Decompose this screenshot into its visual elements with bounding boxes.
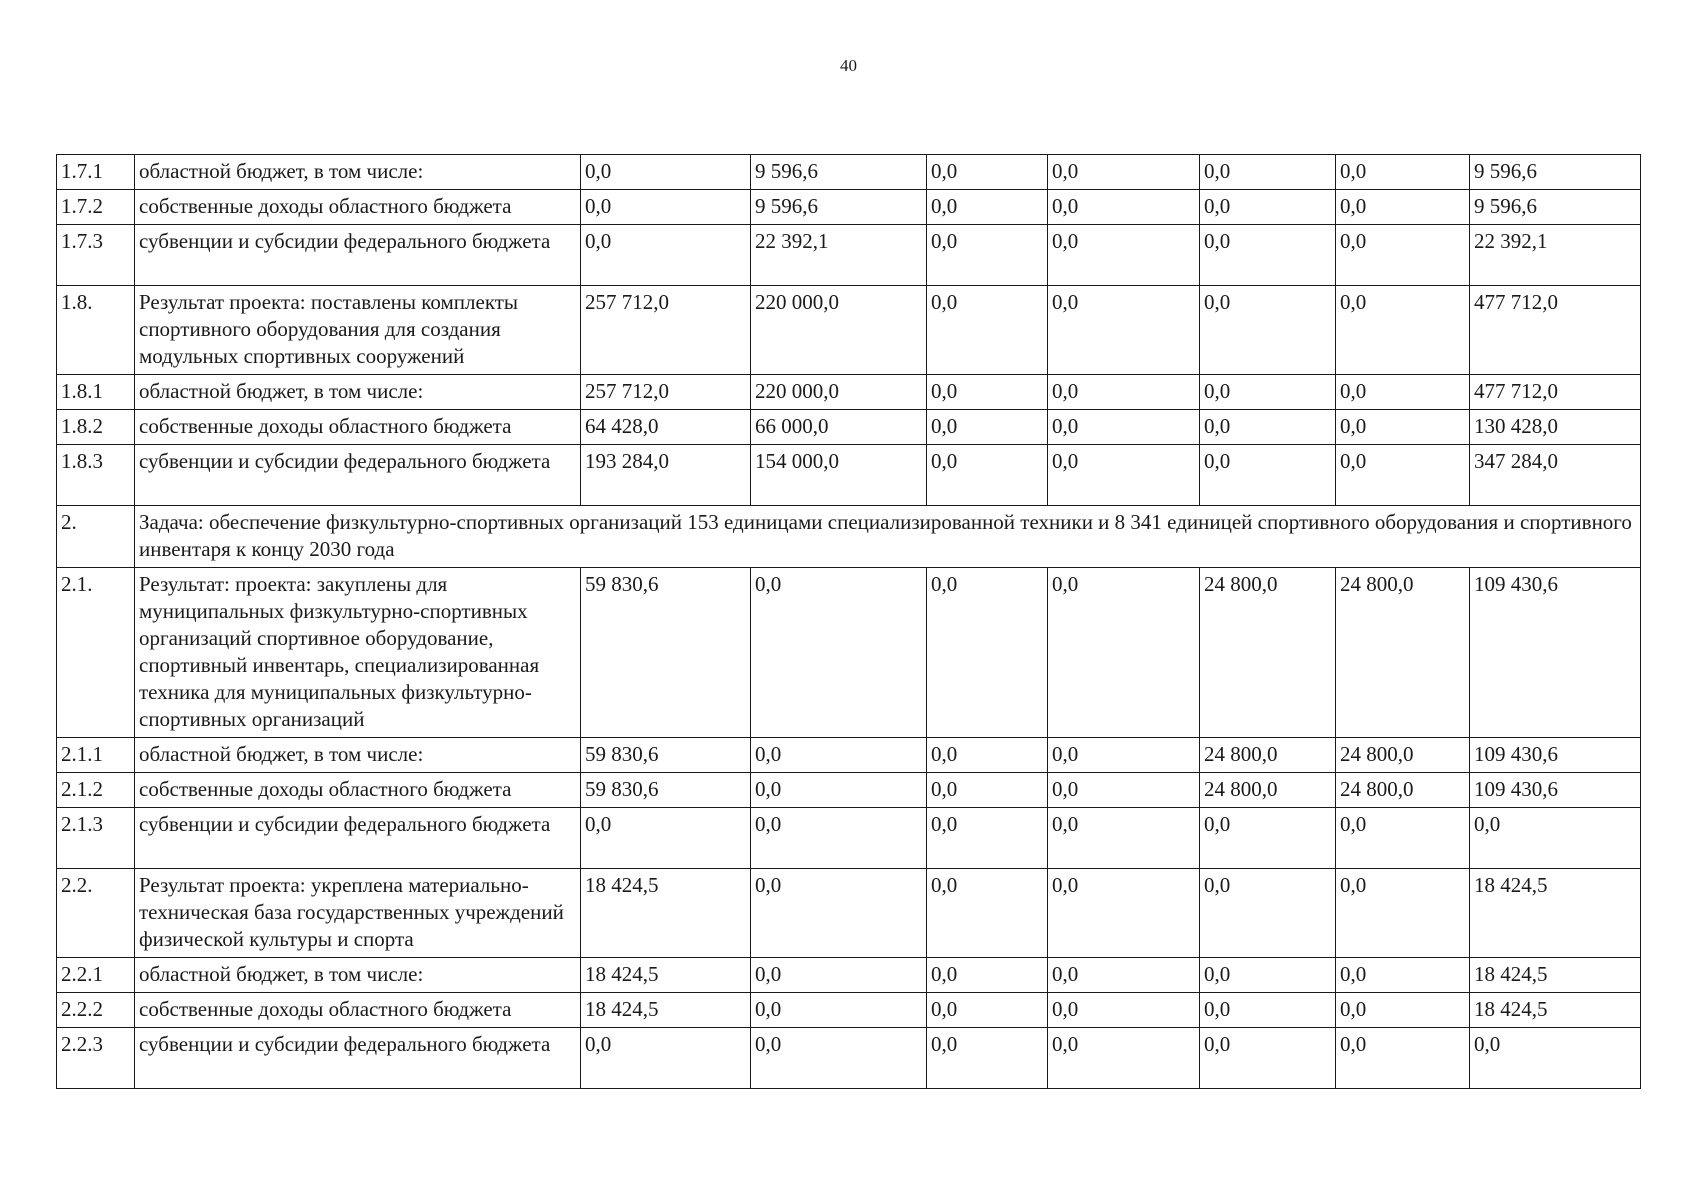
value-cell: 0,0 bbox=[1200, 445, 1336, 506]
table-row bbox=[57, 1028, 1641, 1089]
total-value-cell: 109 430,6 bbox=[1470, 773, 1641, 808]
value-cell: 0,0 bbox=[1336, 410, 1470, 445]
value-cell: 0,0 bbox=[1336, 445, 1470, 506]
row-name-cell: субвенции и субсидии федерального бюджета bbox=[135, 225, 581, 286]
row-name-cell: Результат: проекта: закуплены для муниципальных физкультурно-спортивных организаций спортивное оборудование, спортивный инвентарь, специализированная техника для муниципальных физкультурно-спортивных организаций bbox=[135, 568, 581, 738]
table-row bbox=[57, 410, 1641, 445]
budget-table bbox=[56, 154, 1641, 1089]
value-cell: 0,0 bbox=[1200, 958, 1336, 993]
value-cell: 0,0 bbox=[1048, 225, 1200, 286]
value-cell: 0,0 bbox=[751, 808, 927, 869]
total-value-cell: 130 428,0 bbox=[1470, 410, 1641, 445]
table-row bbox=[57, 190, 1641, 225]
row-code-cell: 2.2. bbox=[57, 869, 135, 958]
total-value-cell: 477 712,0 bbox=[1470, 286, 1641, 375]
value-cell: 0,0 bbox=[927, 568, 1048, 738]
value-cell: 24 800,0 bbox=[1200, 773, 1336, 808]
row-name-cell: субвенции и субсидии федерального бюджета bbox=[135, 808, 581, 869]
value-cell: 22 392,1 bbox=[751, 225, 927, 286]
value-cell: 0,0 bbox=[1336, 958, 1470, 993]
value-cell: 0,0 bbox=[1336, 869, 1470, 958]
value-cell: 154 000,0 bbox=[751, 445, 927, 506]
value-cell: 0,0 bbox=[751, 568, 927, 738]
value-cell: 0,0 bbox=[1336, 1028, 1470, 1089]
value-cell: 64 428,0 bbox=[581, 410, 751, 445]
value-cell: 0,0 bbox=[1200, 410, 1336, 445]
value-cell: 257 712,0 bbox=[581, 286, 751, 375]
value-cell: 0,0 bbox=[751, 773, 927, 808]
row-name-cell: субвенции и субсидии федерального бюджета bbox=[135, 1028, 581, 1089]
value-cell: 0,0 bbox=[1336, 993, 1470, 1028]
value-cell: 0,0 bbox=[927, 1028, 1048, 1089]
value-cell: 0,0 bbox=[581, 190, 751, 225]
value-cell: 0,0 bbox=[1200, 993, 1336, 1028]
value-cell: 0,0 bbox=[1048, 568, 1200, 738]
value-cell: 24 800,0 bbox=[1336, 568, 1470, 738]
value-cell: 0,0 bbox=[751, 958, 927, 993]
value-cell: 0,0 bbox=[581, 1028, 751, 1089]
value-cell: 24 800,0 bbox=[1200, 738, 1336, 773]
row-code-cell: 1.7.3 bbox=[57, 225, 135, 286]
value-cell: 0,0 bbox=[751, 1028, 927, 1089]
value-cell: 0,0 bbox=[1336, 808, 1470, 869]
row-code-cell: 2.1. bbox=[57, 568, 135, 738]
row-name-cell: собственные доходы областного бюджета bbox=[135, 190, 581, 225]
table-row bbox=[57, 869, 1641, 958]
value-cell: 0,0 bbox=[581, 225, 751, 286]
value-cell: 0,0 bbox=[1048, 738, 1200, 773]
total-value-cell: 0,0 bbox=[1470, 1028, 1641, 1089]
value-cell: 0,0 bbox=[1048, 1028, 1200, 1089]
table-row bbox=[57, 568, 1641, 738]
total-value-cell: 22 392,1 bbox=[1470, 225, 1641, 286]
value-cell: 0,0 bbox=[1336, 286, 1470, 375]
value-cell: 0,0 bbox=[927, 286, 1048, 375]
value-cell: 59 830,6 bbox=[581, 738, 751, 773]
value-cell: 0,0 bbox=[1048, 155, 1200, 190]
row-name-cell: Результат проекта: поставлены комплекты спортивного оборудования для создания модульных спортивных сооружений bbox=[135, 286, 581, 375]
row-name-cell: Результат проекта: укреплена материально-техническая база государственных учреждений физической культуры и спорта bbox=[135, 869, 581, 958]
value-cell: 0,0 bbox=[1048, 375, 1200, 410]
value-cell: 0,0 bbox=[1336, 190, 1470, 225]
value-cell: 9 596,6 bbox=[751, 190, 927, 225]
row-name-cell: собственные доходы областного бюджета bbox=[135, 993, 581, 1028]
value-cell: 0,0 bbox=[1336, 375, 1470, 410]
value-cell: 0,0 bbox=[927, 869, 1048, 958]
value-cell: 220 000,0 bbox=[751, 286, 927, 375]
table-row bbox=[57, 155, 1641, 190]
row-name-cell: собственные доходы областного бюджета bbox=[135, 410, 581, 445]
row-code-cell: 1.8.2 bbox=[57, 410, 135, 445]
row-code-cell: 2.2.3 bbox=[57, 1028, 135, 1089]
value-cell: 9 596,6 bbox=[751, 155, 927, 190]
row-name-cell: областной бюджет, в том числе: bbox=[135, 738, 581, 773]
total-value-cell: 109 430,6 bbox=[1470, 738, 1641, 773]
value-cell: 0,0 bbox=[751, 869, 927, 958]
table-row bbox=[57, 993, 1641, 1028]
row-code-cell: 1.8.3 bbox=[57, 445, 135, 506]
value-cell: 220 000,0 bbox=[751, 375, 927, 410]
value-cell: 0,0 bbox=[581, 155, 751, 190]
table-row bbox=[57, 738, 1641, 773]
value-cell: 0,0 bbox=[1200, 225, 1336, 286]
value-cell: 257 712,0 bbox=[581, 375, 751, 410]
value-cell: 0,0 bbox=[1048, 773, 1200, 808]
value-cell: 0,0 bbox=[1200, 155, 1336, 190]
value-cell: 0,0 bbox=[927, 773, 1048, 808]
value-cell: 24 800,0 bbox=[1200, 568, 1336, 738]
row-code-cell: 2.1.3 bbox=[57, 808, 135, 869]
value-cell: 0,0 bbox=[1336, 225, 1470, 286]
value-cell: 18 424,5 bbox=[581, 993, 751, 1028]
table-row bbox=[57, 375, 1641, 410]
total-value-cell: 9 596,6 bbox=[1470, 190, 1641, 225]
value-cell: 0,0 bbox=[1048, 808, 1200, 869]
total-value-cell: 0,0 bbox=[1470, 808, 1641, 869]
value-cell: 59 830,6 bbox=[581, 568, 751, 738]
total-value-cell: 477 712,0 bbox=[1470, 375, 1641, 410]
value-cell: 0,0 bbox=[927, 410, 1048, 445]
value-cell: 0,0 bbox=[927, 738, 1048, 773]
value-cell: 59 830,6 bbox=[581, 773, 751, 808]
total-value-cell: 9 596,6 bbox=[1470, 155, 1641, 190]
row-name-cell: областной бюджет, в том числе: bbox=[135, 958, 581, 993]
value-cell: 0,0 bbox=[751, 993, 927, 1028]
value-cell: 0,0 bbox=[1200, 190, 1336, 225]
value-cell: 0,0 bbox=[1048, 410, 1200, 445]
value-cell: 193 284,0 bbox=[581, 445, 751, 506]
value-cell: 0,0 bbox=[1200, 286, 1336, 375]
table-row bbox=[57, 445, 1641, 506]
row-code-cell: 1.8.1 bbox=[57, 375, 135, 410]
value-cell: 0,0 bbox=[1048, 993, 1200, 1028]
value-cell: 0,0 bbox=[1200, 869, 1336, 958]
row-code-cell: 2. bbox=[57, 506, 135, 568]
value-cell: 24 800,0 bbox=[1336, 738, 1470, 773]
row-code-cell: 2.1.1 bbox=[57, 738, 135, 773]
table-row bbox=[57, 958, 1641, 993]
row-code-cell: 1.8. bbox=[57, 286, 135, 375]
value-cell: 0,0 bbox=[1048, 958, 1200, 993]
table-row bbox=[57, 225, 1641, 286]
value-cell: 0,0 bbox=[1336, 155, 1470, 190]
total-value-cell: 18 424,5 bbox=[1470, 993, 1641, 1028]
row-code-cell: 1.7.2 bbox=[57, 190, 135, 225]
value-cell: 0,0 bbox=[927, 375, 1048, 410]
table-row bbox=[57, 286, 1641, 375]
value-cell: 0,0 bbox=[581, 808, 751, 869]
value-cell: 0,0 bbox=[1200, 1028, 1336, 1089]
row-name-cell: областной бюджет, в том числе: bbox=[135, 375, 581, 410]
task-row bbox=[57, 506, 1641, 568]
value-cell: 0,0 bbox=[927, 808, 1048, 869]
total-value-cell: 18 424,5 bbox=[1470, 958, 1641, 993]
value-cell: 24 800,0 bbox=[1336, 773, 1470, 808]
row-code-cell: 2.2.2 bbox=[57, 993, 135, 1028]
table-row bbox=[57, 773, 1641, 808]
value-cell: 18 424,5 bbox=[581, 958, 751, 993]
total-value-cell: 18 424,5 bbox=[1470, 869, 1641, 958]
value-cell: 0,0 bbox=[927, 225, 1048, 286]
value-cell: 0,0 bbox=[1200, 808, 1336, 869]
value-cell: 0,0 bbox=[1048, 445, 1200, 506]
total-value-cell: 347 284,0 bbox=[1470, 445, 1641, 506]
value-cell: 0,0 bbox=[927, 993, 1048, 1028]
value-cell: 0,0 bbox=[927, 190, 1048, 225]
table-row bbox=[57, 808, 1641, 869]
row-name-cell: собственные доходы областного бюджета bbox=[135, 773, 581, 808]
value-cell: 0,0 bbox=[1200, 375, 1336, 410]
value-cell: 0,0 bbox=[1048, 190, 1200, 225]
total-value-cell: 109 430,6 bbox=[1470, 568, 1641, 738]
row-name-cell: областной бюджет, в том числе: bbox=[135, 155, 581, 190]
row-code-cell: 2.1.2 bbox=[57, 773, 135, 808]
value-cell: 0,0 bbox=[927, 155, 1048, 190]
value-cell: 0,0 bbox=[927, 958, 1048, 993]
row-code-cell: 2.2.1 bbox=[57, 958, 135, 993]
row-name-cell: субвенции и субсидии федерального бюджета bbox=[135, 445, 581, 506]
value-cell: 0,0 bbox=[927, 445, 1048, 506]
value-cell: 0,0 bbox=[1048, 869, 1200, 958]
value-cell: 0,0 bbox=[1048, 286, 1200, 375]
value-cell: 18 424,5 bbox=[581, 869, 751, 958]
value-cell: 66 000,0 bbox=[751, 410, 927, 445]
task-description-cell: Задача: обеспечение физкультурно-спортивных организаций 153 единицами специализированной техники и 8 341 единицей спортивного оборудования и спортивного инвентаря к концу 2030 года bbox=[135, 506, 1641, 568]
row-code-cell: 1.7.1 bbox=[57, 155, 135, 190]
value-cell: 0,0 bbox=[751, 738, 927, 773]
page-number: 40 bbox=[840, 56, 857, 75]
budget-table-body bbox=[57, 155, 1641, 1089]
